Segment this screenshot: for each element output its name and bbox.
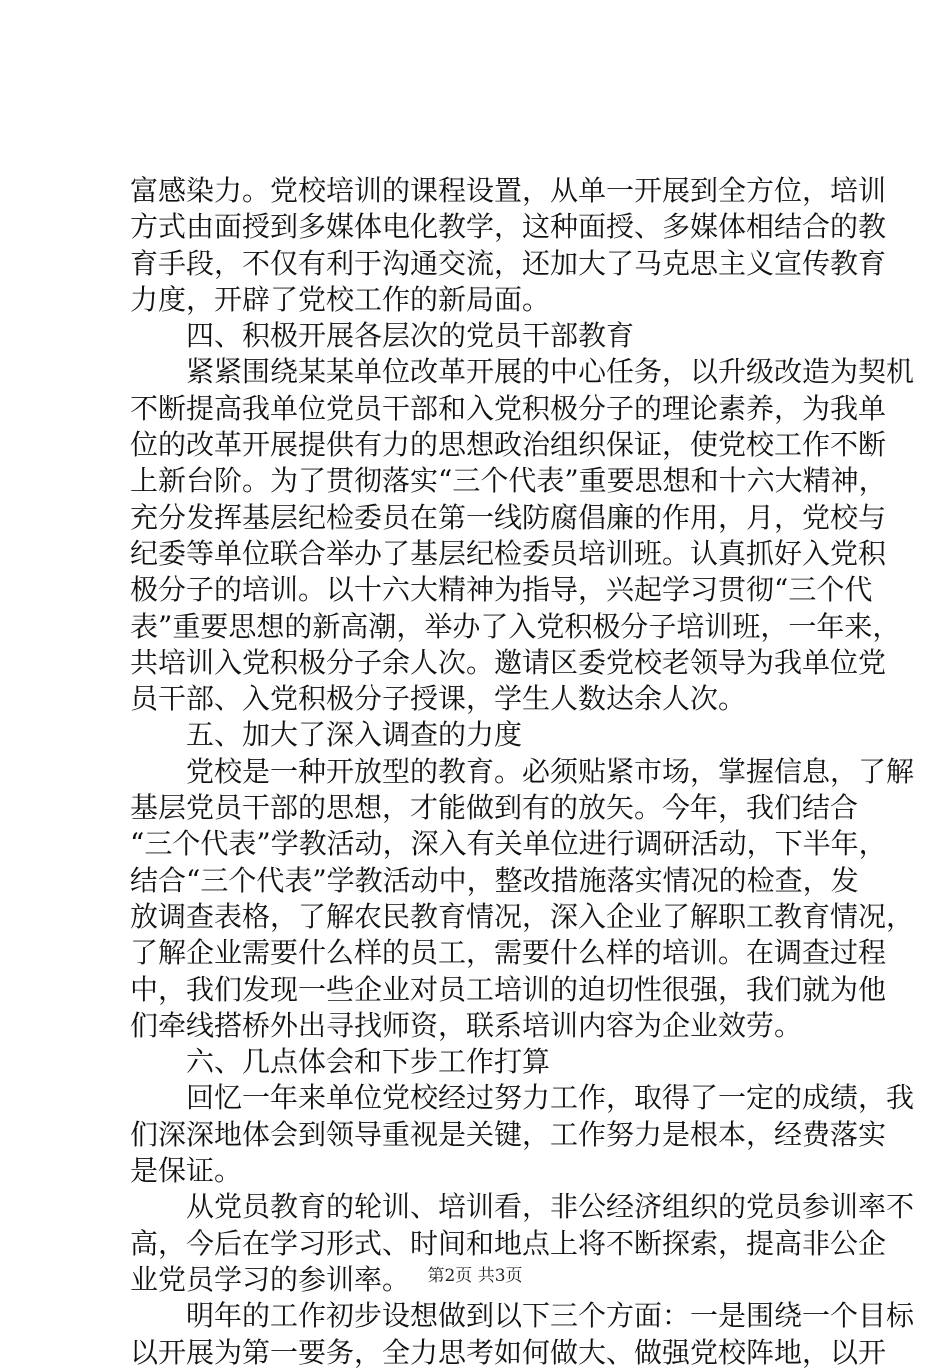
section-heading: 四、积极开展各层次的党员干部教育	[186, 319, 635, 353]
section-heading: 五、加大了深入调查的力度	[186, 718, 523, 752]
text-line: 位的改革开展提供有力的思想政治组织保证，使党校工作不断	[130, 428, 887, 462]
text-line: 充分发挥基层纪检委员在第一线防腐倡廉的作用，月，党校与	[130, 500, 887, 534]
text-line: 不断提高我单位党员干部和入党积极分子的理论素养，为我单	[130, 391, 887, 425]
text-line: 方式由面授到多媒体电化教学，这种面授、多媒体相结合的教	[130, 210, 887, 244]
text-line: 们牵线搭桥外出寻找师资，联系培训内容为企业效劳。	[130, 1008, 803, 1042]
text-line: 从党员教育的轮训、培训看，非公经济组织的党员参训率不	[186, 1190, 915, 1224]
text-line: 明年的工作初步设想做到以下三个方面：一是围绕一个目标	[186, 1299, 915, 1333]
text-line: 中，我们发现一些企业对员工培训的迫切性很强，我们就为他	[130, 972, 887, 1006]
document-body	[130, 173, 915, 1371]
text-line: 力度，开辟了党校工作的新局面。	[130, 282, 551, 316]
text-line: 是保证。	[130, 1154, 243, 1188]
section-heading: 六、几点体会和下步工作打算	[186, 1045, 551, 1079]
text-line: 育手段，不仅有利于沟通交流，还加大了马克思主义宣传教育	[130, 246, 887, 280]
text-line: 业党员学习的参训率。	[130, 1262, 411, 1296]
text-line: 以开展为第一要务，全力思考如何做大、做强党校阵地，以开	[130, 1335, 887, 1369]
text-line: 纪委等单位联合举办了基层纪检委员培训班。认真抓好入党积	[130, 536, 887, 570]
page-footer: 第2页 共3页	[427, 1266, 523, 1286]
text-line: 紧紧围绕某某单位改革开展的中心任务，以升级改造为契机	[186, 355, 915, 389]
text-line: 们深深地体会到领导重视是关键，工作努力是根本，经费落实	[130, 1117, 887, 1151]
text-line: 基层党员干部的思想，才能做到有的放矢。今年，我们结合	[130, 791, 859, 825]
text-line: “三个代表”学教活动，深入有关单位进行调研活动，下半年，	[130, 827, 887, 861]
text-line: 员干部、入党积极分子授课，学生人数达余人次。	[130, 682, 747, 716]
text-line: 极分子的培训。以十六大精神为指导，兴起学习贯彻“三个代	[130, 573, 873, 607]
text-line: 回忆一年来单位党校经过努力工作，取得了一定的成绩，我	[186, 1081, 915, 1115]
text-line: 放调查表格，了解农民教育情况，深入企业了解职工教育情况，	[130, 899, 915, 933]
text-line: 上新台阶。为了贯彻落实“三个代表”重要思想和十六大精神，	[130, 464, 887, 498]
text-line: 共培训入党积极分子余人次。邀请区委党校老领导为我单位党	[130, 645, 887, 679]
text-line: 党校是一种开放型的教育。必须贴紧市场，掌握信息，了解	[186, 754, 915, 788]
text-line: 富感染力。党校培训的课程设置，从单一开展到全方位，培训	[130, 174, 887, 207]
text-line: 了解企业需要什么样的员工，需要什么样的培训。在调查过程	[130, 936, 887, 970]
text-line: 结合“三个代表”学教活动中，整改措施落实情况的检查，发	[130, 863, 859, 897]
text-line: 高，今后在学习形式、时间和地点上将不断探索，提高非公企	[130, 1226, 887, 1260]
text-line: 表”重要思想的新高潮，举办了入党积极分子培训班，一年来，	[130, 609, 901, 643]
